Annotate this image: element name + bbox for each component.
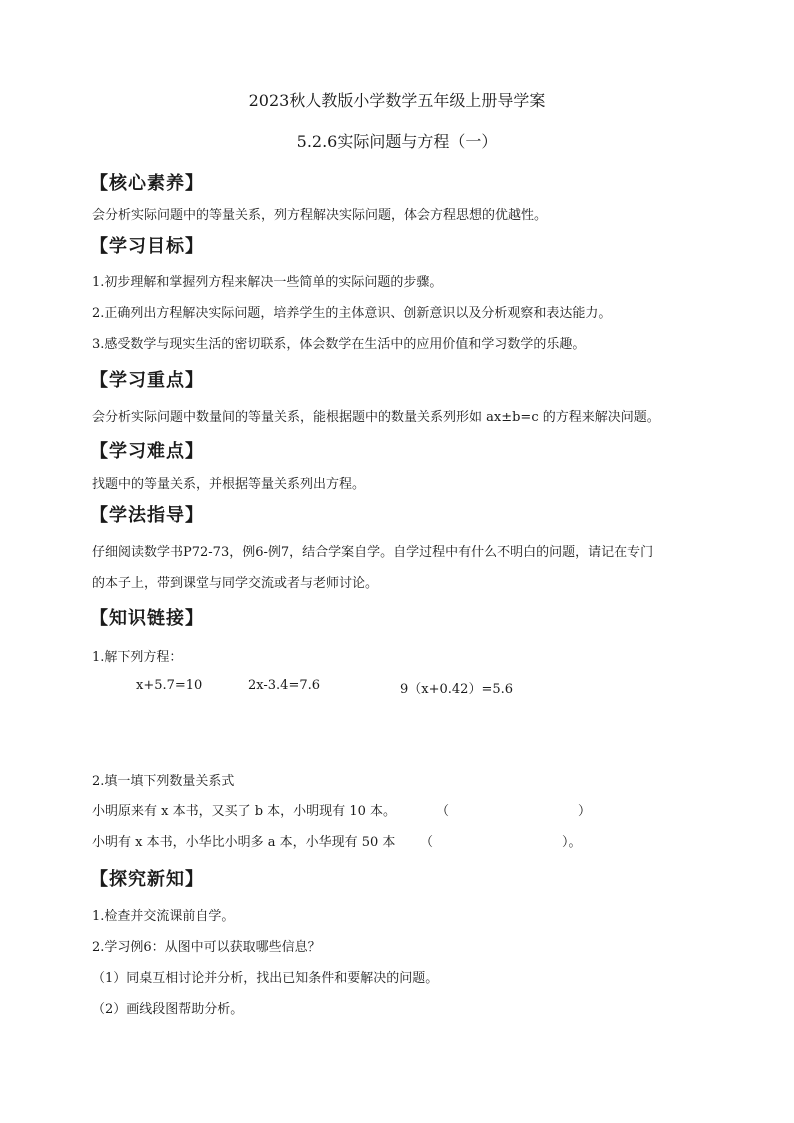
equation-1: x+5.7=10 [136,678,203,693]
lesson-subtitle: 5.2.6实际问题与方程（一） [296,132,498,151]
core-text: 会分析实际问题中的等量关系，列方程解决实际问题，体会方程思想的优越性。 [92,208,548,223]
difficulty-text: 找题中的等量关系，并根据等量关系列出方程。 [92,477,366,492]
explore-item: 1.检查并交流课前自学。 [92,909,235,924]
exercise-1-prompt: 1.解下列方程： [92,650,183,665]
document-title: 2023秋人教版小学数学五年级上册导学案 [248,91,546,110]
method-text-line: 仔细阅读数学书P72-73，例6-例7，结合学案自学。自学过程中有什么不明白的问题，请记在专门 [92,545,654,560]
section-heading-difficulty: 【学习难点】 [90,441,204,462]
section-heading-explore: 【探究新知】 [90,869,204,890]
section-heading-goals: 【学习目标】 [90,236,204,257]
fill-blank-1-text: 小明原来有 x 本书，又买了 b 本，小明现有 10 本。 [92,804,396,819]
section-heading-method: 【学法指导】 [90,505,204,526]
fill-blank-1-close: ） [578,804,592,819]
equation-3: 9（x+0.42）=5.6 [400,682,514,697]
fill-blank-2-close: ）。 [562,835,582,850]
section-heading-links: 【知识链接】 [90,608,204,629]
fill-blank-2-open: （ [420,835,434,850]
section-heading-focus: 【学习重点】 [90,370,204,391]
focus-text: 会分析实际问题中数量间的等量关系，能根据题中的数量关系列形如 ax±b=c 的方程来解决问题。 [92,410,660,425]
equation-2: 2x-3.4=7.6 [248,678,321,693]
explore-item: （2）画线段图帮助分析。 [92,1002,244,1017]
section-heading-core: 【核心素养】 [90,173,204,194]
goal-item: 2.正确列出方程解决实际问题，培养学生的主体意识、创新意识以及分析观察和表达能力。 [92,306,612,321]
explore-item: 2.学习例6：从图中可以获取哪些信息？ [92,940,321,955]
goal-item: 1.初步理解和掌握列方程来解决一些简单的实际问题的步骤。 [92,275,443,290]
fill-blank-2-text: 小明有 x 本书，小华比小明多 a 本，小华现有 50 本 [92,835,396,850]
explore-item: （1）同桌互相讨论并分析，找出已知条件和要解决的问题。 [92,971,439,986]
exercise-2-prompt: 2.填一填下列数量关系式 [92,774,235,789]
fill-blank-1-open: （ [436,804,450,819]
goal-item: 3.感受数学与现实生活的密切联系，体会数学在生活中的应用价值和学习数学的乐趣。 [92,337,586,352]
method-text-line: 的本子上，带到课堂与同学交流或者与老师讨论。 [92,576,379,591]
